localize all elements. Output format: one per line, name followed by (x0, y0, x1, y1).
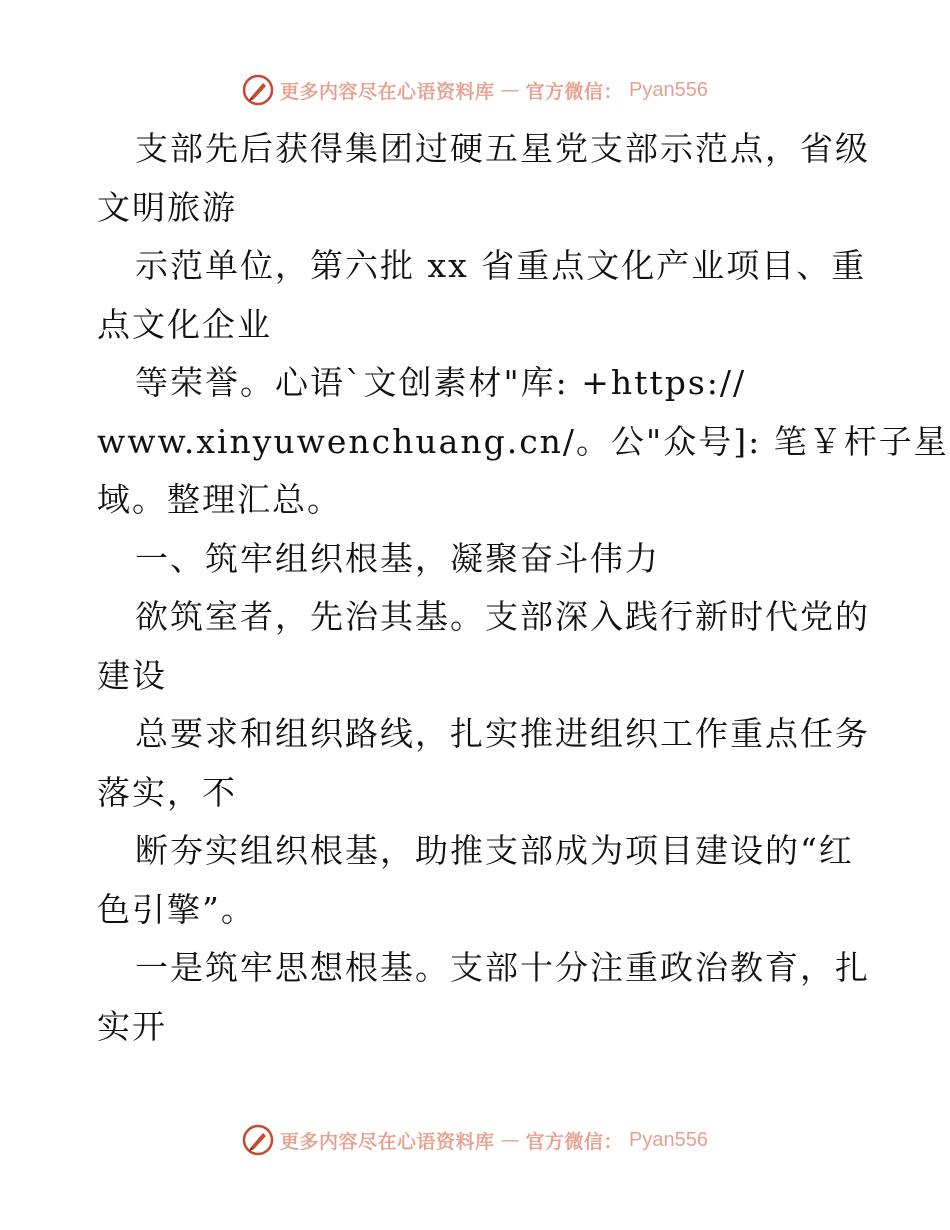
watermark-official-label: 官方微信： (525, 80, 624, 103)
text-line: 落实，不 (97, 772, 237, 812)
watermark-official-label: 官方微信： (525, 1130, 624, 1153)
text-line: 支部先后获得集团过硬五星党支部示范点，省级 (135, 129, 870, 168)
watermark-wechat-id: Pyan556 (629, 78, 708, 101)
text-line: 示范单位，第六批 xx 省重点文化产业项目、重 (135, 246, 867, 285)
watermark-separator: — (500, 79, 520, 101)
text-line: 点文化企业 (97, 304, 272, 344)
text-line: 一是筑牢思想根基。支部十分注重政治教育，扎 (135, 948, 870, 987)
text-line: 等荣誉。心语`文创素材"库: +https:// (135, 363, 747, 402)
watermark-text: 更多内容尽在心语资料库 (280, 80, 495, 103)
text-line: 总要求和组织路线，扎实推进组织工作重点任务 (135, 714, 870, 753)
text-line: 色引擎”。 (97, 889, 256, 929)
text-line: 文明旅游 (97, 187, 237, 227)
pen-logo-icon (242, 1124, 274, 1156)
document-body (97, 120, 949, 1056)
pen-logo-icon (242, 74, 274, 106)
text-line: www.xinyuwenchuang.cn/。公"众号]: 笔￥杆子星 (97, 421, 949, 461)
watermark-text: 更多内容尽在心语资料库 (280, 1130, 495, 1153)
footer-watermark (0, 1120, 950, 1160)
text-line: 实开 (97, 1006, 167, 1046)
text-line: 域。整理汇总。 (97, 480, 342, 519)
header-watermark (0, 70, 950, 110)
text-line: 欲筑室者，先治其基。支部深入践行新时代党的 (135, 597, 870, 636)
watermark-separator: — (500, 1129, 520, 1151)
text-line: 断夯实组织根基，助推支部成为项目建设的“红 (135, 831, 854, 870)
text-line: 建设 (97, 655, 167, 695)
section-heading: 一、筑牢组织根基，凝聚奋斗伟力 (135, 538, 660, 578)
watermark-wechat-id: Pyan556 (629, 1128, 708, 1151)
